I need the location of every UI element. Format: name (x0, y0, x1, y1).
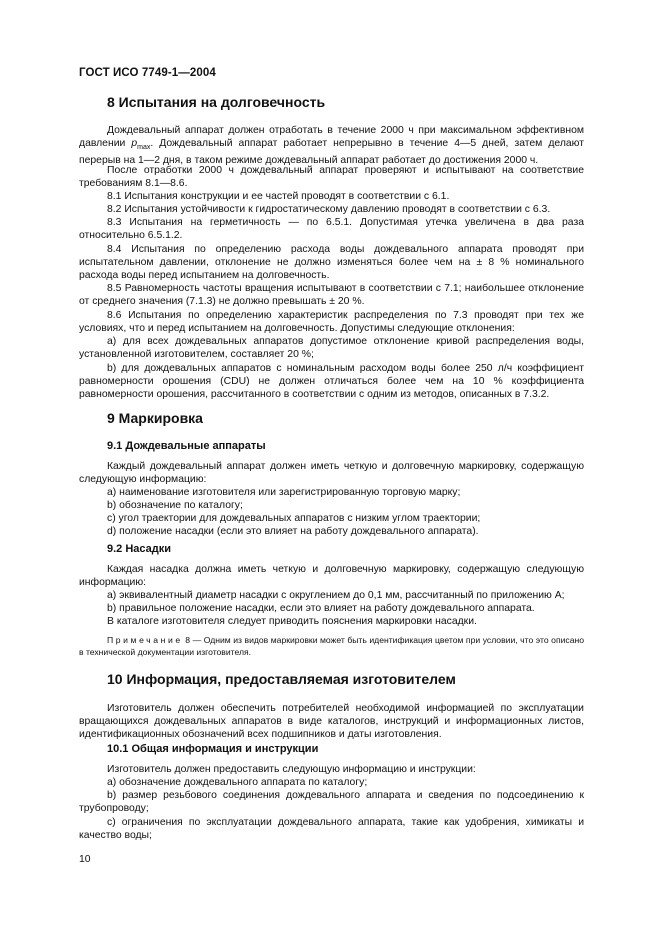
item-8-2 (79, 203, 584, 216)
item-9-1-d (79, 525, 584, 538)
text: b) правильное положение насадки, если это влияет на работу дождевального аппарата. (107, 603, 535, 614)
text: После отработки 2000 ч дождевальный аппарат проверяют и испытывают на соответствие требованиям 8.1—8.6. (79, 165, 584, 190)
item-10-1-a (79, 776, 584, 789)
subsection-9-1-title: 9.1 Дождевальные аппараты (107, 440, 266, 452)
text: c) угол траектории для дождевальных аппаратов с низким углом траектории; (107, 513, 481, 524)
text: Каждая насадка должна иметь четкую и долговечную маркировку, содержащую следующую информацию: (79, 564, 584, 589)
subsection-9-2-title: 9.2 Насадки (107, 543, 172, 555)
note-text: 8 — Одним из видов маркировки может быть идентификация цветом при условии, что это описано в технической документации изготовителя. (79, 635, 584, 657)
text: b) обозначение по каталогу; (107, 500, 243, 511)
text: 8.2 Испытания устойчивости к гидростатическому давлению проводят в соответствии с 6.3. (107, 204, 551, 215)
var-sub: max (137, 144, 151, 152)
section-10-intro (79, 702, 584, 742)
item-8-6-a (79, 335, 584, 361)
text: c) ограничения по эксплуатации дождевального аппарата, такие как удобрения, химикаты и качество воды; (79, 817, 584, 842)
section-9-title: 9 Маркировка (107, 410, 203, 426)
document-id: ГОСТ ИСО 7749-1—2004 (79, 67, 216, 79)
text: 8.6 Испытания по определению характеристик распределения по 7.3 проводят при тех же условиях, что и перед испытанием на долговечность. Допустимы следующие отклонения: (79, 310, 584, 335)
subsection-9-1-intro (79, 460, 584, 486)
subsection-10-1-title: 10.1 Общая информация и инструкции (107, 743, 319, 755)
item-9-2-a (79, 589, 584, 602)
text: b) размер резьбового соединения дождевального аппарата и сведения по подсоединению к трубопроводу; (79, 790, 584, 815)
item-9-1-c (79, 512, 584, 525)
section-8-title: 8 Испытания на долговечность (107, 94, 326, 110)
text: a) наименование изготовителя или зарегистрированную торговую марку; (107, 487, 461, 498)
text: Каждый дождевальный аппарат должен иметь четкую и долговечную маркировку, содержащую следующую информацию: (79, 461, 584, 486)
section-8-paragraph-2 (79, 164, 584, 190)
section-10-title: 10 Информация, предоставляемая изготовителем (107, 671, 456, 687)
note-8 (79, 634, 584, 658)
page-number: 10 (79, 854, 91, 865)
text: a) эквивалентный диаметр насадки с округлением до 0,1 мм, рассчитанный по приложению А; (107, 590, 565, 601)
item-9-2-catalog-note (79, 615, 584, 628)
item-9-1-a (79, 486, 584, 499)
subsection-9-2-intro (79, 563, 584, 589)
item-8-6 (79, 309, 584, 335)
text: d) положение насадки (если это влияет на работу дождевального аппарата). (107, 526, 479, 537)
item-8-1 (79, 190, 584, 203)
item-9-2-b (79, 602, 584, 615)
item-8-6-b (79, 362, 584, 402)
text: 8.4 Испытания по определению расхода воды дождевального аппарата проводят при испытательном давлении, отклонение не должно изменяться более чем на ± 8 % номинального расхода воды перед испытанием на долговечность. (79, 244, 584, 282)
text: . Дождевальный аппарат работает непрерывно в течение 4—5 дней, затем делают перерыв на 1—2 дня, в таком режиме дождевальный аппарат работает до достижения 2000 ч. (79, 138, 584, 167)
text: a) для всех дождевальных аппаратов допустимое отклонение кривой распределения воды, установленной изготовителем, составляет 20 %; (79, 336, 584, 361)
text: В каталоге изготовителя следует приводить пояснения маркировки насадки. (107, 616, 477, 627)
section-8-paragraph-1 (79, 124, 584, 168)
text: Дождевальный аппарат должен отработать в течение 2000 ч при максимальном эффективном давлении (79, 125, 584, 150)
item-8-3 (79, 216, 584, 242)
text: 8.5 Равномерность частоты вращения испытывают в соответствии с 7.1; наибольшее отклонение от среднего значения (7.1.3) не должно превышать ± 20 %. (79, 283, 584, 308)
item-9-1-b (79, 499, 584, 512)
text: 8.1 Испытания конструкции и ее частей проводят в соответствии с 6.1. (107, 191, 450, 202)
item-8-5 (79, 282, 584, 308)
item-10-1-b (79, 789, 584, 815)
text: a) обозначение дождевального аппарата по каталогу; (107, 777, 368, 788)
item-10-1-c (79, 816, 584, 842)
text: b) для дождевальных аппаратов с номинальным расходом воды более 250 л/ч коэффициент равномерности орошения (CDU) не должен отличаться более чем на 10 % коэффициента равномерности орошения, рассчитанного в соответствии с одним из методов, описанных в 7.3.2. (79, 363, 584, 401)
note-label: Примечание (107, 635, 183, 645)
var-p: p (131, 138, 138, 150)
text: Изготовитель должен предоставить следующую информацию и инструкции: (107, 764, 476, 775)
text: 8.3 Испытания на герметичность — по 6.5.1. Допустимая утечка увеличена в два раза относительно 6.5.1.2. (79, 217, 584, 242)
subsection-10-1-intro (79, 763, 584, 776)
text: Изготовитель должен обеспечить потребителей необходимой информацией по эксплуатации вращающихся дождевальных аппаратов в виде каталогов, инструкций и информационных листов, идентификационных обозначений всех подшипников и даты изготовления. (79, 703, 584, 741)
item-8-4 (79, 243, 584, 283)
